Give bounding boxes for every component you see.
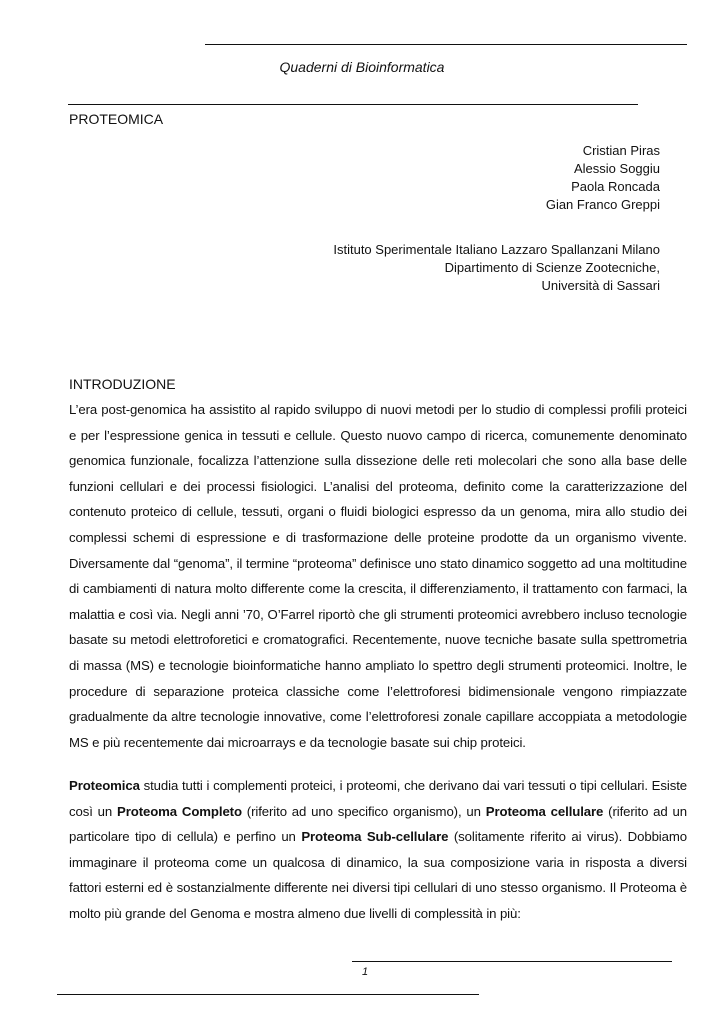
footer-top-rule <box>352 961 672 962</box>
author-name: Paola Roncada <box>571 179 660 194</box>
footer-bottom-rule <box>57 994 479 995</box>
author-list <box>546 142 660 214</box>
term-proteoma-subcellulare: Proteoma Sub-cellulare <box>301 829 449 845</box>
paragraph-text: studia tutti i complementi proteici, i proteomi, che derivano dai vari tessuti o tipi cellulari. Esiste così un <box>69 778 687 819</box>
term-proteomica: Proteomica <box>69 778 140 793</box>
affiliation-block <box>333 241 660 295</box>
author-name: Cristian Piras <box>582 143 660 158</box>
header-bottom-rule <box>68 104 638 105</box>
header-top-rule <box>205 44 687 45</box>
paragraph-text: (riferito ad un particolare tipo di cellula) e perfino un <box>69 803 687 845</box>
affiliation-line: Dipartimento di Scienze Zootecniche, <box>444 260 660 275</box>
journal-title: Quaderni di Bioinformatica <box>279 59 445 75</box>
intro-heading: INTRODUZIONE <box>69 376 176 392</box>
term-proteoma-completo: Proteoma Completo <box>117 803 242 819</box>
affiliation-line: Istituto Sperimentale Italiano Lazzaro Spallanzani Milano <box>333 242 660 257</box>
paragraph-text: (riferito ad uno specifico organismo), un <box>241 803 486 819</box>
section-label: PROTEOMICA <box>69 111 164 127</box>
paragraph-text: (solitamente riferito ai virus). Dobbiamo immaginare il proteoma come un qualcosa di dinamico, la sua composizione varia in risposta a diversi fattori esterni ed è sostanzialmente differente nei diversi tipi cellulari di uno stesso organismo. Il Proteoma è molto più grande del Genoma e mostra almeno due livelli di complessità in più: <box>69 829 687 921</box>
affiliation-line: Università di Sassari <box>541 278 660 293</box>
author-name: Alessio Soggiu <box>574 161 660 176</box>
intro-paragraph: L’era post-genomica ha assistito al rapido sviluppo di nuovi metodi per lo studio di complessi profili proteici e per l’espressione genica in tessuti e cellule. Questo nuovo campo di ricerca, comunemente denominato genomica funzionale, focalizza l’attenzione sulla dissezione delle reti molecolari che sono alla base delle funzioni cellulari e dei processi fisiologici. L’analisi del proteoma, definito come la caratterizzazione del contenuto proteico di cellule, tessuti, organi o fluidi biologici espresso da un genoma, mira allo studio dei complessi schemi di espressione e di trasformazione delle proteine prodotte da un organismo vivente. Diversamente dal “genoma”, il termine “proteoma” definisce uno stato dinamico soggetto ad una moltitudine di cambiamenti di natura molto differente come la crescita, il differenziamento, il trattamento con farmaci, la malattia e così via. Negli anni ’70, O’Farrel riportò che gli strumenti proteomici avrebbero incluso tecnologie basate su metodi elettroforetici e cromatografici. Recentemente, nuove tecniche basate sulla spettrometria di massa (MS) e tecnologie bioinformatiche hanno ampliato lo spettro degli strumenti proteomici. Inoltre, le procedure di separazione proteica classiche come l’elettroforesi bidimensionale vengono rimpiazzate gradualmente da altre tecnologie innovative, come l’elettroforesi zonale capillare accoppiata a metodologie MS e più recentemente dai microarrays e da tecnologie basate sui chip proteici. <box>69 402 687 750</box>
term-proteoma-cellulare: Proteoma cellulare <box>485 803 604 819</box>
proteomica-paragraph <box>69 773 687 927</box>
page-number: 1 <box>362 966 369 978</box>
author-name: Gian Franco Greppi <box>545 197 660 212</box>
